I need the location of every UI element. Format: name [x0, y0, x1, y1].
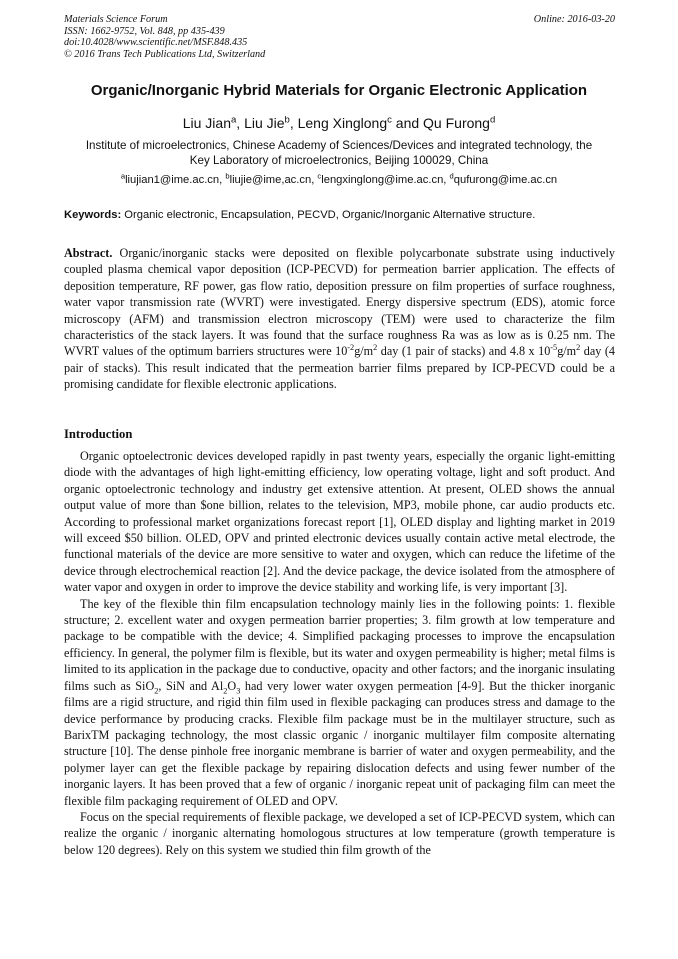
- subscript: 2: [154, 686, 159, 696]
- author-name: Qu Furong: [423, 115, 490, 131]
- abstract-text: g/m: [557, 344, 577, 359]
- affiliation: [60, 138, 618, 168]
- keywords-label: Keywords:: [64, 209, 122, 221]
- doi-line: doi:10.4028/www.scientific.net/MSF.848.435: [64, 37, 248, 49]
- paragraph-text: , SiN and Al: [158, 678, 224, 693]
- abstract-text: day (1 pair of stacks) and 4.8 x 10: [377, 344, 551, 359]
- email-mark: d: [449, 171, 454, 181]
- subscript: 2: [223, 686, 228, 696]
- email-separator: ,: [311, 174, 318, 186]
- journal-name: Materials Science Forum: [64, 14, 168, 25]
- keywords: [64, 209, 616, 221]
- abstract-text: g/m: [354, 344, 374, 359]
- author-list: [40, 115, 638, 131]
- abstract-label: Abstract.: [64, 246, 113, 260]
- author-name: Leng Xinglong: [297, 115, 388, 131]
- author-mark: c: [387, 114, 392, 126]
- journal-header: [64, 14, 265, 60]
- email-separator: ,: [443, 174, 450, 186]
- author-mark: b: [284, 114, 290, 126]
- keywords-text: Organic electronic, Encapsulation, PECVD, Organic/Inorganic Alternative structure.: [121, 209, 536, 221]
- author-name: Liu Jie: [244, 115, 285, 131]
- email-address: qufurong@ime.ac.cn: [453, 174, 558, 186]
- affiliation-line: Key Laboratory of microelectronics, Beijing 100029, China: [189, 154, 489, 167]
- exponent: -5: [550, 343, 558, 353]
- online-date: Online: 2016-03-20: [533, 14, 615, 25]
- abstract: [64, 245, 615, 393]
- subscript: 3: [236, 686, 241, 696]
- paragraph-text: The key of the flexible thin film encapsulation technology mainly lies in the following points: 1. flexible structure; 2. excellent water and oxygen permeation barrier properties; 3. film growth at low temperature and package to be compatible with the device; 4. Simplified packaging processes to improve the encapsulation efficiency. In general, the polymer film is flexible, but its water and oxygen permeability is higher; metal films is limited to its application in the package due to conductive, opacity and other factors; and the inorganic insulating films such as SiO: [64, 596, 615, 693]
- issn-line: ISSN: 1662-9752, Vol. 848, pp 435-439: [64, 25, 225, 37]
- paragraph: Focus on the special requirements of flexible package, we developed a set of ICP-PECVD system, which can realize the organic / inorganic alternating homologous structures at low temperature (growth temperature is below 120 degrees). Rely on this system we studied thin film growth of the: [64, 809, 615, 857]
- paragraph: [64, 596, 615, 809]
- author-separator: and: [391, 115, 424, 131]
- paragraph-text: had very lower water oxygen permeation [4-9]. But the thicker inorganic films are a rigid structure, and rigid thin film used in flexible packaging can produces stress and damage to the device performance by producing cracks. Flexible film package must be in the multilayer structure, such as BarixTM packaging technology, the most classic organic / inorganic multilayer film composite alternating structure [10]. The dense pinhole free inorganic membrane is barrier of water and oxygen permeability, and the polymer layer can get the flexible package by repairing dislocation defects and using fewer number of the inorganic layers. It has been proved that a few of organic / inorganic repeat unit of packaging film can meet the flexible film packaging requirement of OLED and OPV.: [64, 678, 615, 808]
- paper-title: Organic/Inorganic Hybrid Materials for Organic Electronic Application: [90, 82, 588, 99]
- paragraph: Organic optoelectronic devices developed rapidly in past twenty years, especially the organic light-emitting diode with the advantages of high light-emitting efficiency, low operating voltage, light and soft product. And organic optoelectronic technology and industry get extensive attention. At present, OLED shows the annual output value of more than $one billion, relates to the television, MP3, mobile phone, car audio products etc. According to professional market organizations forecast report [1], OLED display and lighting market in 2019 will exceed $50 billion. OLED, OPV and printed electronic devices usually contain active metal electrode, the functional materials of the device are more sensitive to water and oxygen, which can reduce the lifetime of the device through electrochemical reaction [2]. And the device package, the device isolated from the atmosphere of water vapor and oxygen in order to improve the device stability and working life, is very important [3].: [64, 449, 615, 595]
- email-list: [40, 171, 638, 186]
- author-separator: ,: [289, 115, 298, 131]
- exponent: 2: [373, 343, 378, 353]
- abstract-text: Organic/inorganic stacks were deposited on flexible polycarbonate substrate using inductively coupled plasma chemical vapor deposition (ICP-PECVD) for permeation barrier application. The effects of deposition temperature, RF power, gas flow ratio, deposition pressure on film properties of surface roughness, water vapor transmission rate (WVRT) were investigated. Energy dispersive spectrum (EDS), atomic force microscopy (AFM) and transmission electron microscopy (TEM) were used to characterize the film characteristics of the stack layers. It was found that the surface roughness Ra was as low as is 0.25 nm. The WVRT values of the optimum barriers structures were 10: [64, 246, 615, 359]
- email-separator: ,: [219, 174, 226, 186]
- exponent: -2: [347, 343, 355, 353]
- introduction-heading: Introduction: [64, 427, 133, 441]
- email-address: liujian1@ime.ac.cn: [125, 174, 220, 186]
- paragraph-text: O: [227, 678, 237, 693]
- exponent: 2: [576, 343, 581, 353]
- author-separator: ,: [236, 115, 245, 131]
- copyright-line: © 2016 Trans Tech Publications Ltd, Switzerland: [64, 48, 266, 60]
- author-mark: d: [489, 114, 496, 126]
- author-mark: a: [230, 114, 237, 126]
- email-mark: c: [317, 171, 322, 181]
- email-mark: b: [225, 171, 230, 181]
- introduction-body: [64, 448, 615, 858]
- abstract-text: day (4 pair of stacks). This result indicated that the permeation barrier films prepared by ICP-PECVD could be a promising candidate for flexible electronic applications.: [64, 344, 615, 392]
- email-address: lengxinglong@ime.ac.cn: [321, 174, 444, 186]
- author-name: Liu Jian: [182, 115, 231, 131]
- email-mark: a: [120, 171, 126, 181]
- email-address: liujie@ime,ac.cn: [229, 174, 312, 186]
- affiliation-line: Institute of microelectronics, Chinese Academy of Sciences/Devices and integrated technology, the: [85, 139, 593, 152]
